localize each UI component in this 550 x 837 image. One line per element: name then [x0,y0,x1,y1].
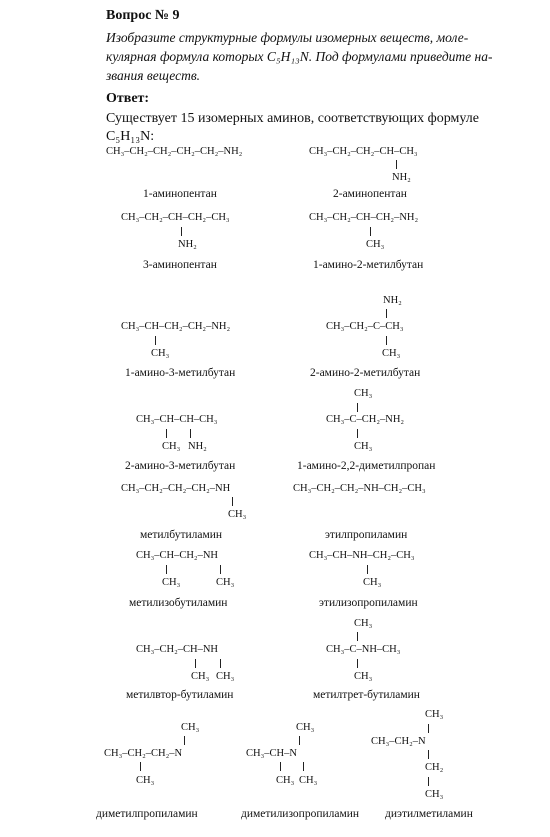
formula-substituent: CH₃ [363,577,382,588]
formula-substituent: CH₃ [228,509,247,520]
formula-bottom-substituent: CH₃ [276,775,295,786]
compound-name: метилбутиламин [140,529,223,541]
formula-main-chain: CH₃–CH–N [246,748,297,759]
compound-name: метилизобутиламин [129,597,228,609]
formula-substituent: CH₃ [151,348,170,359]
bond-line [357,403,358,412]
formula-main-chain: CH₃–CH₂–CH₂–NH–CH₂–CH₃ [293,483,426,494]
formula-bottom-substituent: CH₃ [299,775,318,786]
formula-bottom-substituent: CH₃ [354,671,373,682]
formula-substituent: CH₃ [216,671,235,682]
bond-line [155,336,156,345]
formula-main-chain: CH₃–CH₂–CH₂–N [104,748,183,759]
formula-ethyl-ch3: CH₃ [425,789,444,800]
bond-line [232,497,233,506]
bond-line [428,750,429,759]
formula-main-chain: CH₃–C–CH₂–NH₂ [326,414,405,425]
bond-line [357,632,358,641]
bond-line [195,659,196,668]
bond-line [166,429,167,438]
bond-line [299,736,300,745]
formula-bottom-substituent: CH₃ [382,348,401,359]
bond-line [190,429,191,438]
compound-name: 2-аминопентан [333,188,407,200]
formula-main-chain: CH₃–CH₂–CH–CH₂–CH₃ [121,212,230,223]
bond-line [166,565,167,574]
bond-line [396,160,397,169]
bond-line [357,429,358,438]
question-heading: Вопрос № 9 [106,8,180,23]
formula-top-substituent: CH₃ [425,709,444,720]
bond-line [181,227,182,236]
compound-name: метилтрет-бутиламин [313,689,420,701]
formula-main-chain: CH₃–CH₂–C–CH₃ [326,321,404,332]
compound-name: 1-аминопентан [143,188,217,200]
formula-main-chain: CH₃–CH₂–N [371,736,426,747]
formula-top-substituent: CH₃ [354,388,373,399]
bond-line [428,777,429,786]
compound-name: диэтилметиламин [385,808,473,820]
compound-name: этилпропиламин [325,529,408,541]
formula-main-chain: CH₃–CH₂–CH₂–CH–CH₃ [309,146,418,157]
formula-main-chain: CH₃–CH₂–CH–CH₂–NH₂ [309,212,419,223]
bond-line [357,659,358,668]
compound-name: 2-амино-3-метилбутан [125,460,236,472]
formula-main-chain: CH₃–CH–NH–CH₂–CH₃ [309,550,415,561]
formula-substituent: CH₃ [191,671,210,682]
formula-substituent-amino: NH₂ [188,441,207,452]
bond-line [303,762,304,771]
formula-main-chain: CH₃–CH–CH₂–NH [136,550,218,561]
formula-substituent-methyl: CH₃ [162,441,181,452]
bond-line [220,565,221,574]
formula-top-substituent: CH₃ [296,722,315,733]
formula-main-chain: CH₃–CH₂–CH–NH [136,644,218,655]
bond-line [140,762,141,771]
formula-ethyl-ch2: CH₂ [425,762,444,773]
formula-substituent: CH₃ [216,577,235,588]
compound-name: диметилизопропиламин [241,808,360,820]
compound-name: диметилпропиламин [96,808,198,820]
question-text: Изобразите структурные формулы изомерных веществ, моле-кулярная формула которых C₅H₁₃N. Под формулами приведите на-звания веществ. [106,30,493,83]
formula-main-chain: CH₃–CH₂–CH₂–CH₂–NH [121,483,231,494]
compound-name: 2-амино-2-метилбутан [310,367,421,379]
bond-line [280,762,281,771]
bond-line [370,227,371,236]
answer-intro: Существует 15 изомерных аминов, соответствующих формуле C₅H₁₃N: [106,111,479,144]
compound-name: 3-аминопентан [143,259,217,271]
bond-line [386,309,387,318]
formula-bottom-substituent: CH₃ [354,441,373,452]
formula-main-chain: CH₃–CH–CH–CH₃ [136,414,218,425]
formula-top-substituent: CH₃ [354,618,373,629]
bond-line [428,724,429,733]
formula-main-chain: CH₃–CH–CH₂–CH₂–NH₂ [121,321,231,332]
bond-line [386,336,387,345]
answer-heading: Ответ: [106,91,150,106]
formula-bottom-substituent: CH₃ [136,775,155,786]
formula-top-substituent: CH₃ [181,722,200,733]
compound-name: 1-амино-2-метилбутан [313,259,424,271]
formula-top-substituent: NH₂ [383,295,402,306]
formula-substituent: NH₂ [178,239,197,250]
bond-line [184,736,185,745]
formula-substituent: CH₃ [162,577,181,588]
bond-line [220,659,221,668]
formula-main-chain: CH₃–CH₂–CH₂–CH₂–CH₂–NH₂ [106,146,243,157]
compound-name: 1-амино-2,2-диметилпропан [297,460,436,472]
compound-name: метилвтор-бутиламин [126,689,234,701]
formula-substituent: CH₃ [366,239,385,250]
compound-name: 1-амино-3-метилбутан [125,367,236,379]
compound-name: этилизопропиламин [319,597,418,609]
bond-line [367,565,368,574]
formula-main-chain: CH₃–C–NH–CH₃ [326,644,401,655]
formula-substituent: NH₂ [392,172,411,183]
